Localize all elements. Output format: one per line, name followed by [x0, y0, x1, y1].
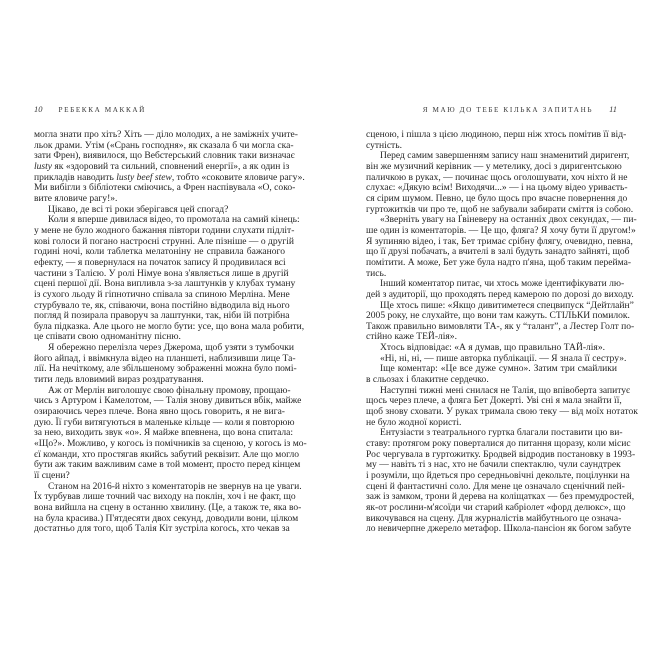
text-line: ся сірим шумом. Певно, це було щось про вчасне повернення до [366, 192, 628, 204]
text-line: у мене не було жодного бажання півтори години слухати підліт- [34, 224, 295, 236]
text-line: в сльозах і блакитне сердечко. [366, 374, 489, 386]
book-title: Я МАЮ ДО ТЕБЕ КІЛЬКА ЗАПИТАНЬ [422, 106, 594, 114]
text-line: озираючись через плече. Вона явно щось говорить, я не вига- [34, 406, 285, 418]
body-text-left [34, 129, 307, 535]
text-line: із сухого льоду й гіпнотично співала за спиною Мерліна. Мене [34, 288, 290, 300]
text-line: Інший коментатор питає, чи хтось може ідентифікувати лю- [380, 278, 625, 290]
text-line: лії. На нечіткому, але збільшеному зображенні можна було помі- [34, 363, 297, 375]
text-line: тись. [366, 267, 387, 279]
text-line: погляд й позирала праворуч за лаштунки, так, ніби їй потрібна [34, 310, 290, 322]
text-line: льок драми. Утім («Срань господня», як сказала б чи могла ска- [34, 139, 294, 151]
text-line: lusty як «здоровий та сильний, сповнений енергії», а як один із [34, 160, 290, 172]
text-line: Також правильно вимовляти ТА-, як у “талант”, а Лестер Голт по- [366, 320, 635, 332]
text-line: Я зупиняю відео, і так, Бет тримає срібну флягу, очевидно, певна, [366, 235, 633, 247]
text-line: частини з Талією. У ролі Німуе вона з'являється лише в другій [34, 267, 289, 279]
text-line: «Ні, ні, ні, — пише авторка публікації. — Я знала її сестру». [380, 352, 627, 364]
text-line: 2005 року, не слухайте, що вони там кажуть. СТІЛЬКИ помилок. [366, 310, 630, 322]
running-head-right [423, 104, 617, 114]
text-line: ло невичерпне джерело метафор. Школа-пансіон як богом забуте [366, 523, 632, 535]
text-line: на була красива.) П'ятдесяти двох секунд, доводили вони, цілком [34, 512, 299, 524]
text-line: «Що?». Можливо, у когось із помічників за сценою, у когось із мо- [34, 438, 307, 450]
text-line: слухає: «Дякую всім! Виходячи...» — і на цьому відео уриваєть- [366, 182, 628, 194]
text-line: помітити. А може, Бет уже була надто п'яна, щоб таким перейма- [366, 256, 632, 268]
text-line: му — навіть ті з нас, хто не бачили спектаклю, чули саундтрек [366, 459, 621, 471]
text-line: сценою, і пішла з цією людиною, перш ніж хтось помітив її від- [366, 129, 627, 140]
page-number: 11 [609, 104, 617, 114]
text-line: дей з аудиторії, що проходять перед камерою по дорозі до виходу. [366, 288, 634, 300]
text-line: тити ледь вловимий вираз роздратування. [34, 374, 204, 386]
text-line: дую. Її губи витягуються в маленьке кільце — коли я повторюю [34, 416, 295, 428]
text-line: за нею, виходить звук «о». Я майже впевнена, що вона спитала: [34, 427, 294, 439]
text-line: як-от рослини-м'ясоїди чи старий кабріолет «форд делюкс», що [366, 501, 626, 513]
text-line: «Зверніть увагу на Ґвіневеру на останніх двох секундах, — пи- [380, 214, 637, 226]
text-line: сцені першої дії. Вона випливла з-за лаштунків у клубах туману [34, 278, 296, 290]
text-line: заж із замком, трони й дерева на коліщатках — без премудростей, [366, 491, 635, 503]
text-line: гуртожитків чи про те, щоб не забували забирати сміття із собою. [366, 203, 634, 215]
text-line: ефекту, — я повернулася на початок запису й продивилася всі [34, 256, 286, 268]
text-line: її сцени? [34, 470, 70, 481]
text-line: єї команди, хто простягав якийсь забутий реквізит. Але що могло [34, 448, 300, 460]
text-line: його айпад, і ввімкнула відео на планшеті, наблизивши лице Та- [34, 352, 296, 364]
text-line: Станом на 2016-й ніхто з коментаторів не звернув на це уваги. [48, 480, 302, 492]
text-line: не було жодної користі. [366, 416, 462, 428]
text-line: стійно каже ТЕЙ-лія». [366, 331, 457, 343]
text-line: і розуміли, що йдеться про середньовічні декольте, поцілунки на [366, 470, 630, 481]
text-line: Цікаво, де всі ті роки зберігався цей спогад? [48, 203, 229, 215]
text-line: Їх турбував лише точний час виходу на поклін, хоч і не факт, що [34, 491, 296, 503]
text-line: зати Френ), виявилося, що Вебстерський словник таки визначає [34, 150, 295, 162]
text-line: сутність. [366, 139, 402, 151]
text-line: бути аж таким важливим саме в той момент, просто перед кінцем [34, 459, 301, 471]
text-line: Я обережно перелізла через Джерома, щоб узяти з тумбочки [48, 342, 294, 354]
text-line: це співати свою одноманітну пісню. [34, 331, 181, 343]
text-line: прикладів наводить lusty beef stew, тобто «соковите яловиче рагу». [34, 171, 305, 183]
text-line: вона вийшла на сцену в останню хвилину. (Це, а також те, яка во- [34, 501, 302, 513]
text-line: він же музичний керівник — у метелику, досі з диригентською [366, 160, 622, 172]
text-line: Ентузіасти з театрального гуртка благали поставити цю ви- [380, 427, 623, 439]
text-line: чись з Артуром і Камелотом, — Талія знову дивиться вбік, майже [34, 395, 302, 407]
text-line: Коли я вперше дивилася відео, то промотала на самий кінець: [48, 214, 300, 226]
text-line: кові голоси й погано настроєні струнні. Але пізніше — о другій [34, 235, 294, 247]
text-line: Перед самим завершенням запису наш знаменитий диригент, [380, 150, 630, 162]
text-line: Іще коментар: «Це все дуже сумно». Затим три смайлики [380, 363, 617, 375]
text-line: Ще хтось пише: «Якщо дивитиметеся спецвипуск “Дейтлайн” [380, 299, 634, 311]
body-text-right [366, 129, 638, 535]
text-line: ставу: протягом року поверталися до питання щоразу, коли місис [366, 438, 631, 450]
text-line: Ми вибігли з бібліотеки сміючись, а Френ наспівувала «О, соко- [34, 182, 296, 194]
text-line: достатньо для того, щоб Талія Кіт зустріла когось, хто чекав за [34, 523, 290, 535]
text-line: вите яловиче рагу!». [34, 192, 118, 204]
text-line: паличкою в руках, — починає щось оголошувати, хоч ніхто й не [366, 171, 628, 183]
text-line: викочувався на сцену. Для журналістів майбутнього це означа- [366, 512, 622, 524]
text-line: Хтось відповідає: «А я думав, що правильно ТАЙ-лія». [380, 342, 605, 354]
page-number: 10 [34, 104, 43, 114]
running-head-left [34, 104, 146, 114]
text-line: могла знати про хіть? Хіть — діло молодих, а не заміжніх учите- [34, 129, 298, 140]
text-line: Рос чергувала в гуртожитку. Бродвей відродив постановку в 1993- [366, 448, 636, 460]
text-line: стурбувало те, як, співаючи, вона постійно відводила від нього [34, 299, 290, 311]
text-line: була підказка. Але цього не могло бути: усе, що вона мала робити, [34, 320, 305, 332]
text-line: годині ночі, коли таблетка мелатоніну не справила бажаного [34, 246, 285, 258]
text-line: Аж от Мерлін виголошує свою фінальну промову, прощаю- [48, 384, 291, 396]
text-line: що її друзі побачать, а вчителі в залі будуть занадто зайняті, щоб [366, 246, 630, 258]
text-line: сцені й фантастичні соло. Для мене це означало сценічний пей- [366, 480, 625, 492]
text-line: ше один із коментаторів. — Це що, фляга? Я хочу бути її другом!» [366, 224, 636, 236]
text-line: щось через плече, а фляга Бет Докерті. Уві сні я мала знайти її, [366, 395, 622, 407]
text-line: Наступні тижні мені снилася не Талія, що впівоберта запитує [380, 384, 631, 396]
author-name: РЕБЕККА МАККАЙ [58, 106, 146, 114]
text-line: щоб знову сховати. У руках тримала свою теку — від моїх нотаток [366, 406, 638, 418]
right-page [325, 0, 650, 650]
